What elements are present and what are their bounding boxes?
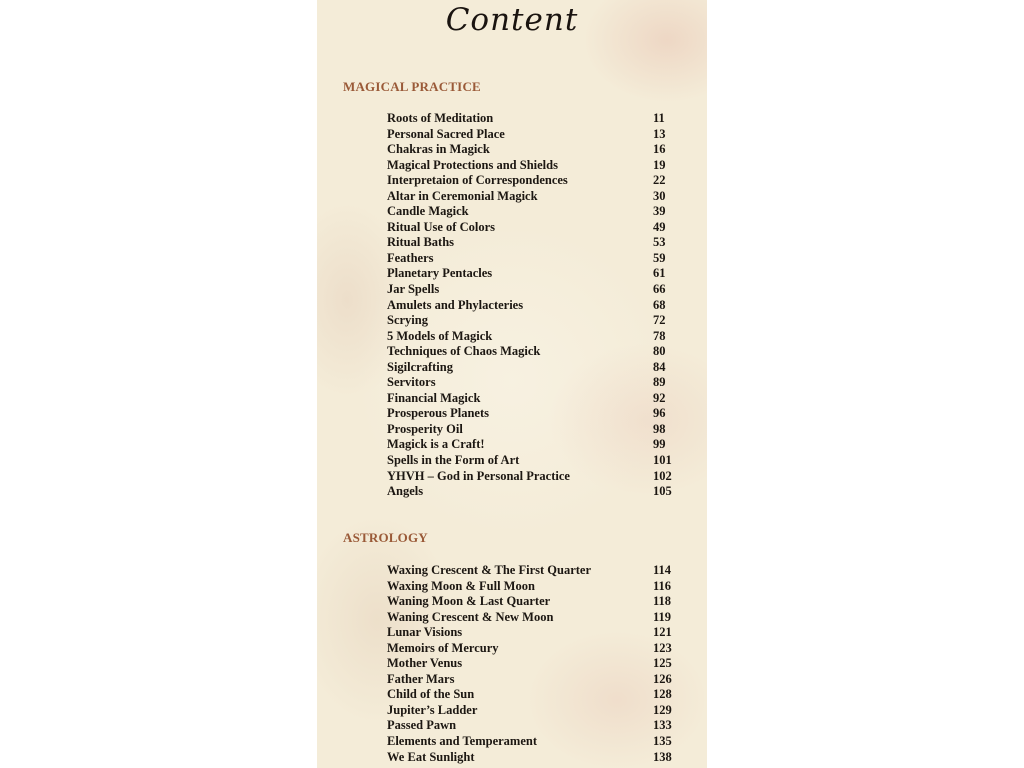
toc-entry-title: Prosperous Planets: [387, 406, 489, 421]
toc-entry-title: Roots of Meditation: [387, 111, 494, 125]
toc-entry-page-number: 118: [653, 594, 672, 609]
toc-entry-title: Feathers: [387, 250, 434, 265]
toc-entry: [387, 422, 677, 438]
toc-entry-title: Jar Spells: [387, 282, 440, 297]
toc-entry-page-number: 30: [653, 188, 666, 203]
toc-entry-page-number: 59: [653, 250, 666, 265]
toc-entry-page-number: 78: [653, 328, 666, 343]
toc-entry-title: Servitors: [387, 375, 436, 390]
toc-entry-page-number: 49: [653, 219, 666, 234]
toc-entry-page-number: 89: [653, 375, 666, 390]
toc-entry-title: YHVH – God in Personal Practice: [387, 468, 570, 483]
section-heading-astrology: ASTROLOGY: [343, 530, 428, 545]
toc-entry-title: We Eat Sunlight: [387, 749, 475, 764]
toc-entry-page-number: 66: [653, 282, 666, 297]
toc-entry-title: Planetary Pentacles: [387, 266, 493, 281]
toc-entry: [387, 344, 677, 360]
toc-entry-page-number: 22: [653, 173, 666, 188]
toc-entry: [387, 204, 677, 220]
toc-entry-page-number: 13: [653, 126, 666, 141]
toc-entry-title: Waning Moon & Last Quarter: [387, 594, 551, 609]
toc-entry: [387, 437, 677, 453]
toc-entry-title: Chakras in Magick: [387, 142, 490, 157]
toc-entry: [387, 313, 677, 329]
toc-entry-title: Waxing Moon & Full Moon: [387, 578, 535, 593]
toc-entry: [387, 127, 677, 143]
toc-entry-title: Amulets and Phylacteries: [387, 297, 524, 312]
toc-entry-title: Financial Magick: [387, 390, 481, 405]
toc-entry: [387, 687, 677, 703]
toc-entry: [387, 282, 677, 298]
toc-entry: [387, 734, 677, 750]
toc-entry-page-number: 138: [653, 749, 672, 764]
toc-entry: [387, 375, 677, 391]
toc-entry: [387, 329, 677, 345]
toc-entry-page-number: 119: [653, 609, 672, 624]
toc-entry: [387, 594, 677, 610]
toc-entry-page-number: 11: [653, 111, 665, 125]
toc-entry-title: Lunar Visions: [387, 625, 463, 640]
toc-entry: [387, 235, 677, 251]
toc-entry-title: Ritual Baths: [387, 235, 455, 250]
toc-entry-page-number: 84: [653, 359, 666, 374]
toc-entry-title: Interpretaion of Correspondences: [387, 173, 568, 188]
toc-entry-title: Jupiter’s Ladder: [387, 702, 478, 717]
toc-entry: [387, 625, 677, 641]
toc-entry-page-number: 128: [653, 687, 672, 702]
toc-entry: [387, 111, 677, 127]
toc-entry-title: Techniques of Chaos Magick: [387, 344, 541, 359]
toc-entry-page-number: 116: [653, 578, 672, 593]
toc-entry-title: Mother Venus: [387, 656, 463, 671]
toc-entry-title: Angels: [387, 484, 424, 499]
toc-entry-page-number: 39: [653, 204, 666, 219]
toc-entry-page-number: 114: [653, 563, 672, 577]
toc-entry: [387, 672, 677, 688]
toc-entry: [387, 391, 677, 407]
toc-entry: [387, 158, 677, 174]
toc-entry: [387, 718, 677, 734]
toc-entry-title: Spells in the Form of Art: [387, 453, 520, 468]
toc-entry: [387, 173, 677, 189]
toc-entry-title: Candle Magick: [387, 204, 469, 219]
toc-entry-title: Personal Sacred Place: [387, 126, 505, 141]
toc-entry-page-number: 80: [653, 344, 666, 359]
toc-entry-page-number: 126: [653, 671, 672, 686]
toc-entry-title: Waning Crescent & New Moon: [387, 609, 554, 624]
toc-entry-title: Magick is a Craft!: [387, 437, 485, 452]
toc-entry: [387, 656, 677, 672]
toc-entry-title: Altar in Ceremonial Magick: [387, 188, 538, 203]
toc-entry-page-number: 102: [653, 468, 672, 483]
toc-entry-title: Passed Pawn: [387, 718, 457, 733]
toc-entry-page-number: 61: [653, 266, 666, 281]
toc-entry-title: Waxing Crescent & The First Quarter: [387, 563, 592, 577]
toc-entry-title: Prosperity Oil: [387, 421, 463, 436]
toc-entry-page-number: 135: [653, 734, 672, 749]
toc-entry-page-number: 105: [653, 484, 672, 499]
toc-entry-page-number: 68: [653, 297, 666, 312]
toc-entry: [387, 453, 677, 469]
toc-entry: [387, 266, 677, 282]
toc-entry-page-number: 72: [653, 313, 666, 328]
toc-entry: [387, 251, 677, 267]
toc-entry: [387, 579, 677, 595]
toc-list-magical-practice: [387, 111, 677, 500]
toc-entry-page-number: 133: [653, 718, 672, 733]
document-page: [317, 0, 707, 768]
toc-entry: [387, 220, 677, 236]
toc-entry: [387, 360, 677, 376]
toc-entry-page-number: 101: [653, 453, 672, 468]
toc-entry: [387, 703, 677, 719]
toc-entry-page-number: 99: [653, 437, 666, 452]
toc-entry-title: Magical Protections and Shields: [387, 157, 558, 172]
toc-entry-title: Child of the Sun: [387, 687, 475, 702]
page-title: Content: [445, 2, 579, 38]
toc-entry-page-number: 19: [653, 157, 666, 172]
section-heading-magical-practice: MAGICAL PRACTICE: [343, 79, 481, 94]
toc-entry: [387, 641, 677, 657]
toc-entry-page-number: 96: [653, 406, 666, 421]
toc-entry: [387, 189, 677, 205]
toc-entry-title: Sigilcrafting: [387, 359, 453, 374]
toc-entry: [387, 298, 677, 314]
toc-entry-title: Elements and Temperament: [387, 734, 537, 749]
toc-entry-page-number: 123: [653, 640, 672, 655]
toc-entry: [387, 469, 677, 485]
toc-entry: [387, 750, 677, 766]
toc-entry: [387, 406, 677, 422]
toc-entry-title: Scrying: [387, 313, 428, 328]
toc-entry: [387, 563, 677, 579]
toc-entry-title: Memoirs of Mercury: [387, 640, 499, 655]
toc-entry-page-number: 121: [653, 625, 672, 640]
toc-entry-page-number: 16: [653, 142, 666, 157]
toc-entry-page-number: 98: [653, 421, 666, 436]
toc-entry-page-number: 125: [653, 656, 672, 671]
toc-entry-title: Father Mars: [387, 671, 455, 686]
toc-entry-page-number: 92: [653, 390, 666, 405]
toc-entry: [387, 142, 677, 158]
toc-entry-page-number: 53: [653, 235, 666, 250]
toc-list-astrology: [387, 563, 677, 765]
toc-entry-title: 5 Models of Magick: [387, 328, 493, 343]
toc-entry-title: Ritual Use of Colors: [387, 219, 495, 234]
toc-entry: [387, 610, 677, 626]
toc-entry-page-number: 129: [653, 702, 672, 717]
toc-entry: [387, 484, 677, 500]
